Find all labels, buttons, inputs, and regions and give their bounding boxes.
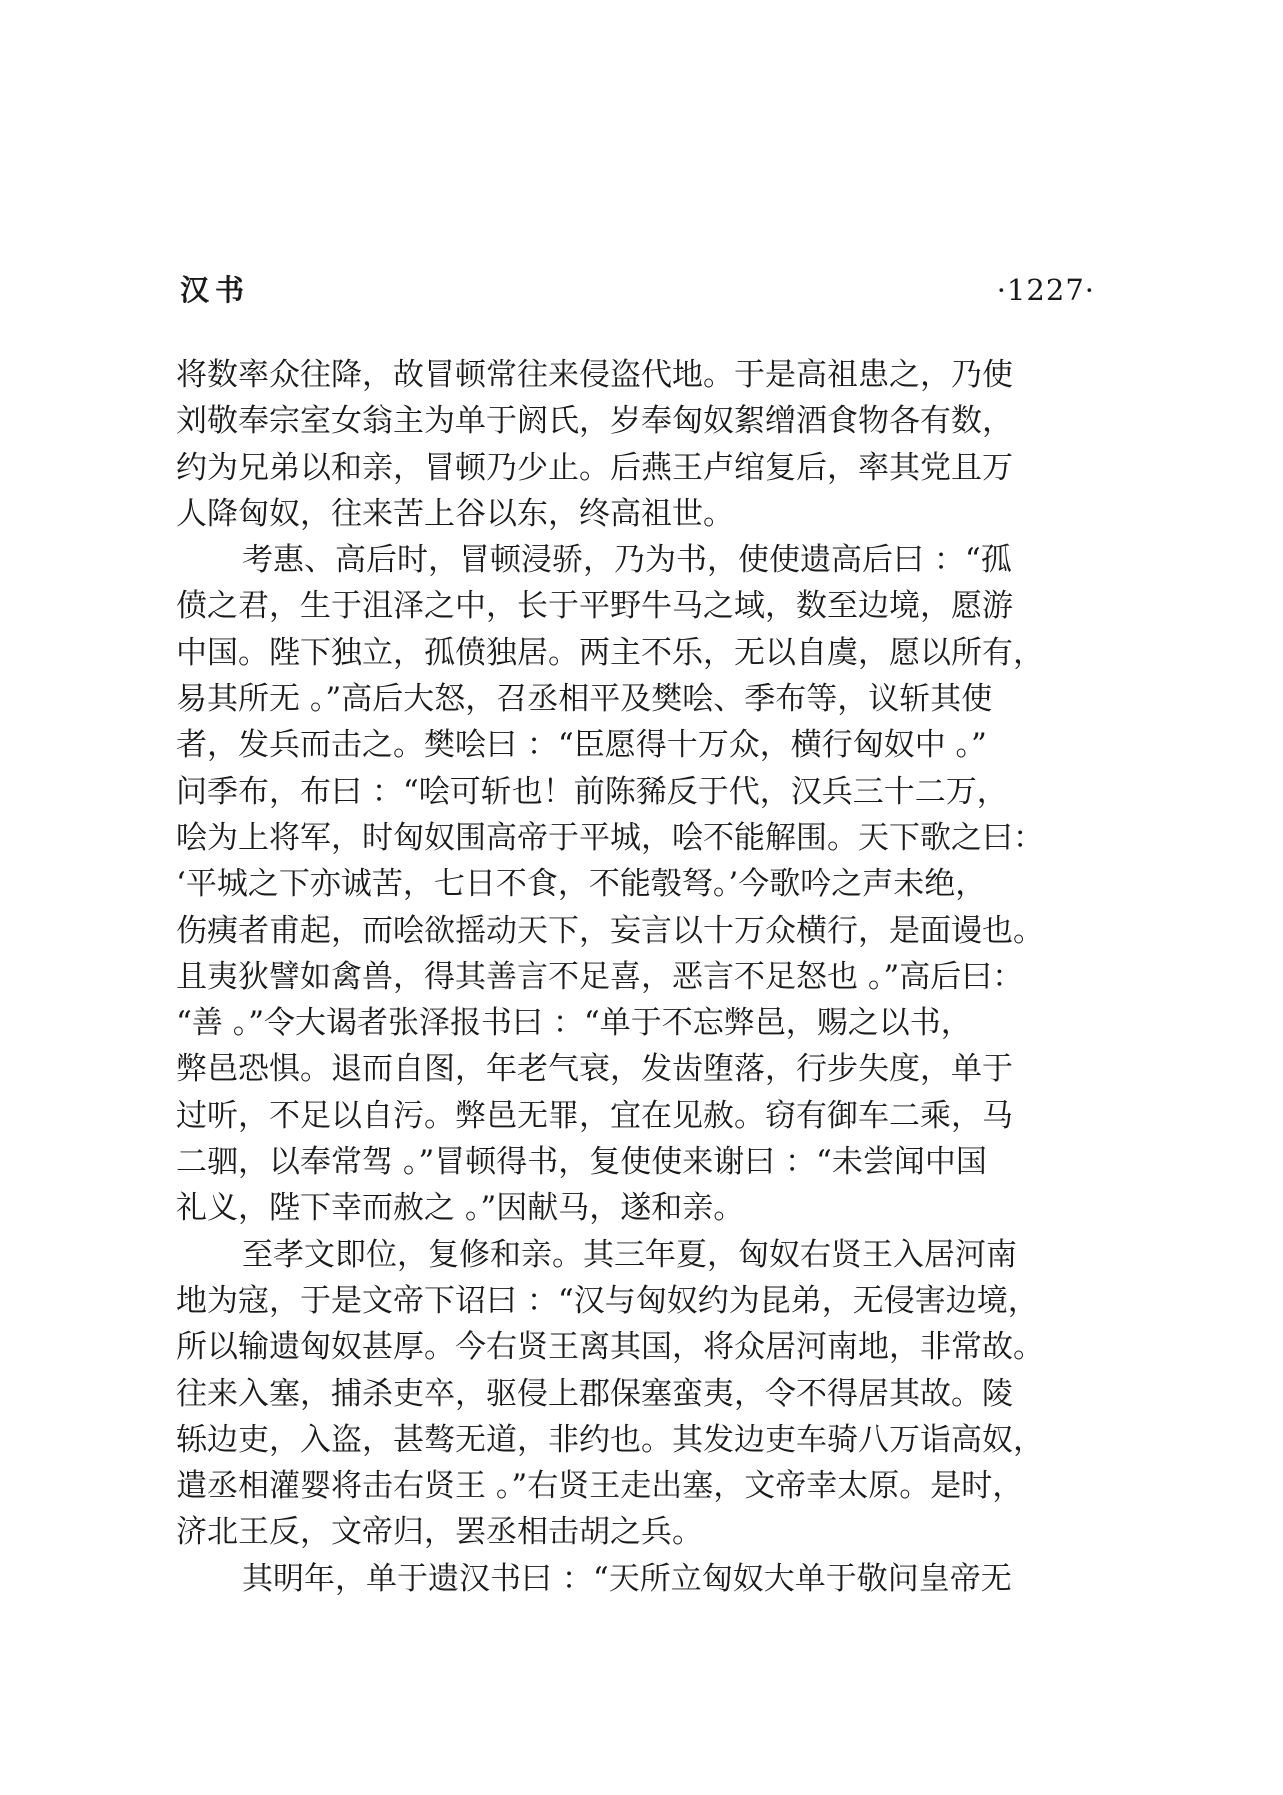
- text-line: 且夷狄譬如禽兽，得其善言不足喜，恶言不足怒也 。”高后曰：: [176, 958, 1024, 995]
- text-line: 中国。陛下独立，孤偾独居。两主不乐，无以自虞，愿以所有，: [176, 634, 1044, 671]
- text-line: 易其所无 。”高后大怒，召丞相平及樊哙、季布等，议斩其使: [176, 681, 993, 718]
- text-line: 考惠、高后时，冒顿浸骄，乃为书，使使遗高后曰 ：“孤: [242, 542, 1012, 579]
- text-line: 偾之君，生于沮泽之中，长于平野牛马之域，数至边境，愿游: [176, 588, 1013, 625]
- text-line: 遣丞相灌婴将击右贤王 。”右贤王走出塞，文帝幸太原。是时，: [176, 1468, 1024, 1505]
- text-line: 济北王反，文帝归，罢丞相击胡之兵。: [176, 1514, 703, 1551]
- text-line: 人降匈奴，往来苦上谷以东，终高祖世。: [176, 495, 734, 532]
- text-line: 伤痍者甫起，而哙欲摇动天下，妄言以十万众横行，是面谩也。: [176, 912, 1044, 949]
- body-text: [176, 352, 1091, 1602]
- book-title: 汉书: [180, 273, 251, 307]
- text-line: 哙为上将军，时匈奴围高帝于平城，哙不能解围。天下歌之曰：: [176, 819, 1044, 856]
- text-line: ‘平城之下亦诚苦，七日不食，不能彀弩。’今歌吟之声未绝，: [176, 866, 987, 903]
- text-line: 将数率众往降，故冒顿常往来侵盗代地。于是高祖患之，乃使: [176, 357, 1013, 393]
- running-header: [180, 272, 1095, 316]
- text-line: 者，发兵而击之。樊哙曰 ：“臣愿得十万众，横行匈奴中 。”: [176, 727, 987, 764]
- text-line: 至孝文即位，复修和亲。其三年夏，匈奴右贤王入居河南: [242, 1236, 1017, 1273]
- text-line: 地为寇，于是文帝下诏曰 ：“汉与匈奴约为昆弟，无侵害边境，: [176, 1282, 1039, 1319]
- text-line: 弊邑恐惧。退而自图，年老气衰，发齿堕落，行步失度，单于: [176, 1051, 1013, 1088]
- text-line: 约为兄弟以和亲，冒顿乃少止。后燕王卢绾复后，率其党且万: [176, 449, 1013, 486]
- text-line: “善 。”令大谒者张泽报书曰 ：“单于不忘弊邑，赐之以书，: [176, 1005, 972, 1042]
- text-line: 二驷，以奉常驾 。”冒顿得书，复使使来谢曰 ：“未尝闻中国: [176, 1144, 987, 1181]
- text-line: 礼义，陛下幸而赦之 。”因献马，遂和亲。: [176, 1190, 745, 1227]
- text-line: 往来入塞，捕杀吏卒，驱侵上郡保塞蛮夷，令不得居其故。陵: [176, 1375, 1013, 1412]
- text-line: 刘敬奉宗室女翁主为单于阏氏，岁奉匈奴絮缯酒食物各有数，: [176, 403, 1013, 440]
- text-line: 轹边吏，入盗，甚骜无道，非约也。其发边吏车骑八万诣高奴，: [176, 1421, 1044, 1458]
- text-line: 过听，不足以自污。弊邑无罪，宜在见赦。窃有御车二乘，马: [176, 1097, 1013, 1134]
- page-number: ·1227·: [996, 273, 1095, 307]
- text-line: 所以输遗匈奴甚厚。今右贤王离其国，将众居河南地，非常故。: [176, 1329, 1044, 1366]
- text-line: 其明年，单于遗汉书曰 ：“天所立匈奴大单于敬问皇帝无: [242, 1560, 1012, 1597]
- text-line: 问季布，布曰 ：“哙可斩也！前陈豨反于代，汉兵三十二万，: [176, 773, 1008, 810]
